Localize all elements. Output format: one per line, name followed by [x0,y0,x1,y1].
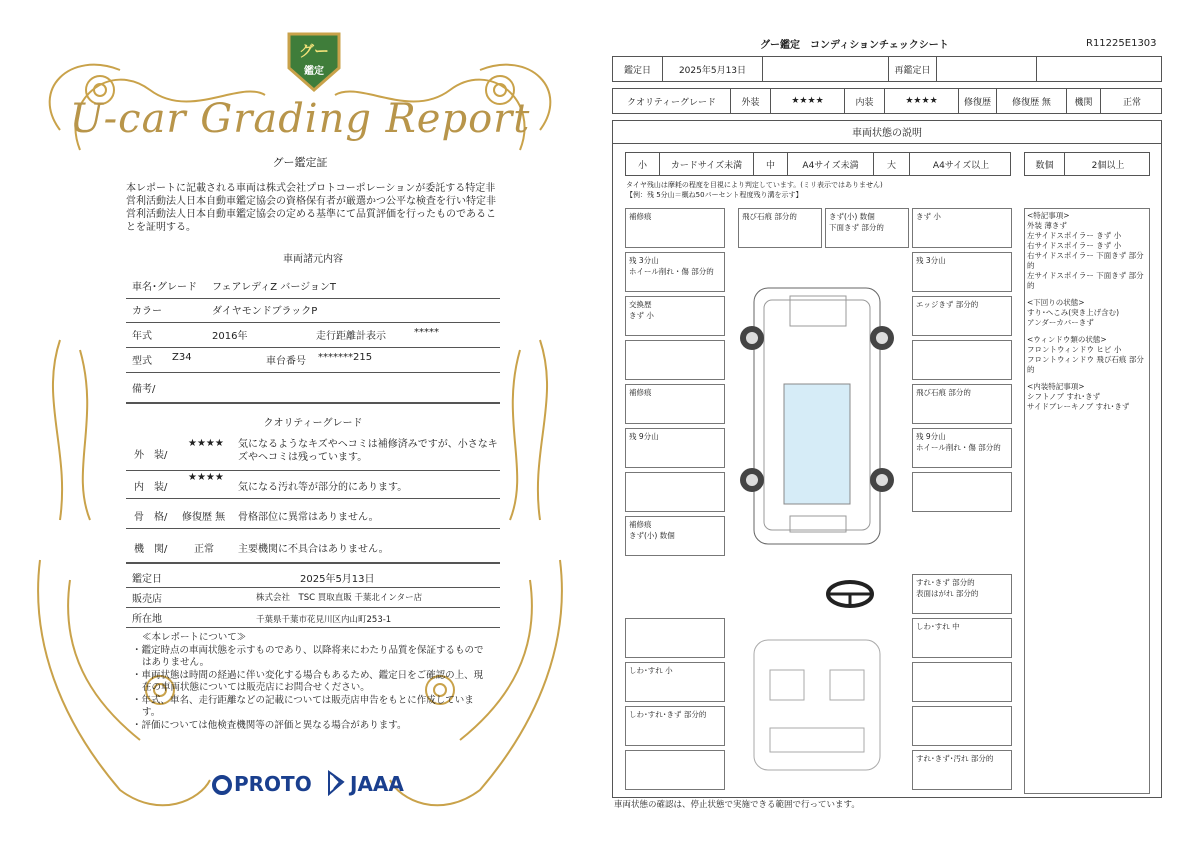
row-color [126,302,500,323]
dealer-label: 販売店 [132,594,162,605]
damage-box-right-5: 飛び石痕 部分的 [912,384,1012,424]
name-label: 車名･グレード [132,282,197,293]
row-interior [126,472,500,499]
car-diagram [720,250,920,810]
repair-label: 修復歴 [959,89,997,113]
engine-value: 正常 [194,544,214,555]
special-notes [1024,208,1150,794]
damage-box-right-8: すれ･きず 部分的 表面はがれ 部分的 [912,574,1012,614]
interior-label: 内 装/ [134,482,168,493]
notes-group-exterior [1027,211,1147,291]
exterior-label: 外 装/ [134,450,168,461]
date-value: 2025年5月13日 [300,574,375,585]
interior-text: 気になる汚れ等が部分的にあります。 [238,482,408,493]
report-title: U-car Grading Report [69,96,531,142]
damage-box-left-9 [625,618,725,658]
color-value: ダイヤモンドブラックP [212,306,318,317]
damage-box-right-6: 残 9分山 ホイール削れ・傷 部分的 [912,428,1012,468]
repair-value: 修復歴 無 [997,89,1067,113]
row-year [126,327,500,348]
ext-stars: ★★★★ [771,89,845,113]
empty-cell [763,57,889,81]
certification-text: 本レポートに記載される車両は株式会社プロトコーポレーションが委託する特定非営利活動法人日本自動車鑑定協会の資格保有者が厳選かつ公平な検査を行い特定非営利活動法人日本自動車鑑定協会の定める基準にて品質評価を行ったものであることを証明する。 [126,183,496,233]
goo-badge-icon [285,30,343,94]
damage-box-left-3: 交換歴 きず 小 [625,296,725,336]
notes-heading: <特記事項> [1027,211,1070,220]
size-large: 大 [874,153,910,175]
frame-label: 骨 格/ [134,512,168,523]
row-engine [126,540,500,564]
exterior-text: 気になるようなキズやヘコミは補修済みですが、小さなキズやヘコミは残っています。 [238,439,498,463]
row-address [126,610,500,628]
damage-box-left-10: しわ･すれ 小 [625,662,725,702]
notes-heading: <内装特記事項> [1027,382,1085,391]
sheet-code: R11225E1303 [1086,38,1157,49]
section-title: 車両状態の説明 [612,120,1162,144]
exterior-stars: ★★★★ [188,438,224,449]
row-dealer [126,590,500,608]
svg-text:グー: グー [298,42,330,60]
spec-header: 車両諸元内容 [283,254,343,265]
sheet-date-label: 鑑定日 [613,57,663,81]
damage-box-right-2: 残 3分山 [912,252,1012,292]
damage-box-left-5: 補修痕 [625,384,725,424]
note-line: すり･へこみ(突き上げ含む) [1027,308,1120,317]
notes-heading: <ウィンドウ類の状態> [1027,335,1107,344]
note-line: 外装 薄きず [1027,221,1067,230]
grade-row [612,88,1162,114]
report-notes [132,632,492,732]
note-item: ・車両状態は時間の経過に伴い変化する場合もあるため、鑑定日をご確認の上、現在の車両状態については販売店にお問合せください。 [132,669,484,693]
damage-box-top-1: 飛び石痕 部分的 [738,208,822,248]
count-legend [1024,152,1150,176]
jaaa-logo: JAAA [350,772,404,796]
size-legend [625,152,1011,176]
model-value: Z34 [172,352,192,363]
size-mid-desc: A4サイズ未満 [788,153,874,175]
proto-logo: PROTO [234,772,312,796]
year-value: 2016年 [212,331,248,342]
remarks-label: 備考/ [132,384,156,395]
row-name [126,278,500,299]
redate-label: 再鑑定日 [889,57,937,81]
notes-heading: <下回りの状態> [1027,298,1085,307]
size-small: 小 [626,153,660,175]
mileage-label: 走行距離計表示 [316,331,386,342]
note-line: 右サイドスポイラー きず 小 [1027,241,1122,250]
damage-box-right-3: エッジきず 部分的 [912,296,1012,336]
row-frame [126,508,500,529]
int-label: 内装 [845,89,885,113]
row-date [126,570,500,588]
note-line: 右サイドスポイラー 下面きず 部分的 [1027,251,1144,270]
damage-box-right-12: すれ･きず･汚れ 部分的 [912,750,1012,790]
color-label: カラー [132,306,162,317]
note-line: サイドブレーキノブ すれ･きず [1027,402,1130,411]
model-label: 型式 [132,356,152,367]
sheet-date-value: 2025年5月13日 [663,57,763,81]
note-line: 左サイドスポイラー 下面きず 部分的 [1027,271,1144,290]
damage-box-left-11: しわ･すれ･きず 部分的 [625,706,725,746]
vin-value: *******215 [318,352,373,363]
damage-box-left-4 [625,340,725,380]
dealer-value: 株式会社 TSC 買取直販 千葉北インター店 [256,593,423,603]
damage-box-left-1: 補修痕 [625,208,725,248]
note-item: ・鑑定時点の車両状態を示すものであり、以降将来にわたり品質を保証するものではありません。 [132,644,484,668]
size-large-desc: A4サイズ以上 [932,160,990,171]
engine-value: 正常 [1122,97,1141,108]
note-line: フロントウィンドウ 飛び石痕 部分的 [1027,355,1144,374]
report-subtitle: グー鑑定証 [272,156,328,169]
date-row [612,56,1162,82]
row-exterior [126,438,500,471]
engine-label: 機関 [1067,89,1101,113]
tire-example: 【例：残 5分山＝概ね50パーセント程度残り溝を示す】 [626,191,803,199]
address-label: 所在地 [132,614,162,625]
note-line: フロントウィンドウ ヒビ 小 [1027,345,1122,354]
mileage-value: ***** [414,327,439,338]
qg-label: クオリティーグレード [613,89,731,113]
damage-box-right-9: しわ･すれ 中 [912,618,1012,658]
damage-box-left-12 [625,750,725,790]
engine-label: 機 関/ [134,544,168,555]
note-line: アンダーカバーきず [1027,318,1094,327]
count-label: 数個 [1025,153,1065,175]
notes-group-windows [1027,335,1147,375]
year-label: 年式 [132,331,152,342]
row-model [126,352,500,373]
engine-text: 主要機関に不具合はありません。 [238,544,389,555]
notes-group-underbody [1027,298,1147,328]
note-item: ・年式、車名、走行距離などの記載については販売店申告をもとに作成しています。 [132,694,474,718]
proto-logo-icon [212,774,232,796]
note-line: シフトノブ すれ･きず [1027,392,1101,401]
notes-title: ≪本レポートについて≫ [142,632,247,643]
damage-box-left-2: 残 3分山 ホイール削れ・傷 部分的 [625,252,725,292]
damage-box-right-11 [912,706,1012,746]
empty-cell [1037,57,1163,81]
interior-stars: ★★★★ [188,472,224,483]
vin-label: 車台番号 [266,356,306,367]
name-value: フェアレディZ バージョンT [212,282,337,293]
address-value: 千葉県千葉市花見川区内山町253-1 [256,615,392,625]
frame-value: 修復歴 無 [182,512,226,523]
jaaa-logo-icon [326,770,346,796]
damage-box-top-2: きず(小) 数個 下面きず 部分的 [825,208,909,248]
tire-note: タイヤ残山は摩耗の程度を目視により判定しています。(ミリ表示ではありません) [626,181,883,189]
ext-label: 外装 [731,89,771,113]
frame-text: 骨格部位に異常はありません。 [238,512,379,523]
note-line: 左サイドスポイラー きず 小 [1027,231,1122,240]
row-remarks [126,380,500,404]
damage-box-right-4 [912,340,1012,380]
note-item: ・評価については他検査機関等の評価と異なる場合があります。 [132,719,407,731]
damage-box-left-7 [625,472,725,512]
damage-box-right-7 [912,472,1012,512]
sheet-title: グー鑑定 コンディションチェックシート [760,40,949,51]
damage-box-left-6: 残 9分山 [625,428,725,468]
damage-box-right-10 [912,662,1012,702]
date-label: 鑑定日 [132,574,162,585]
sheet-footer: 車両状態の確認は、停止状態で実施できる範囲で行っています。 [614,800,860,810]
damage-box-right-1: きず 小 [912,208,1012,248]
size-small-desc: カードサイズ未満 [660,153,754,175]
notes-group-interior [1027,382,1147,412]
redate-value [937,57,1037,81]
int-stars: ★★★★ [885,89,959,113]
damage-box-left-8: 補修痕 きず(小) 数個 [625,516,725,556]
svg-text:鑑定: 鑑定 [304,66,324,77]
size-mid: 中 [754,153,788,175]
count-value: 2個以上 [1091,160,1125,171]
quality-header: クオリティーグレード [263,418,363,429]
